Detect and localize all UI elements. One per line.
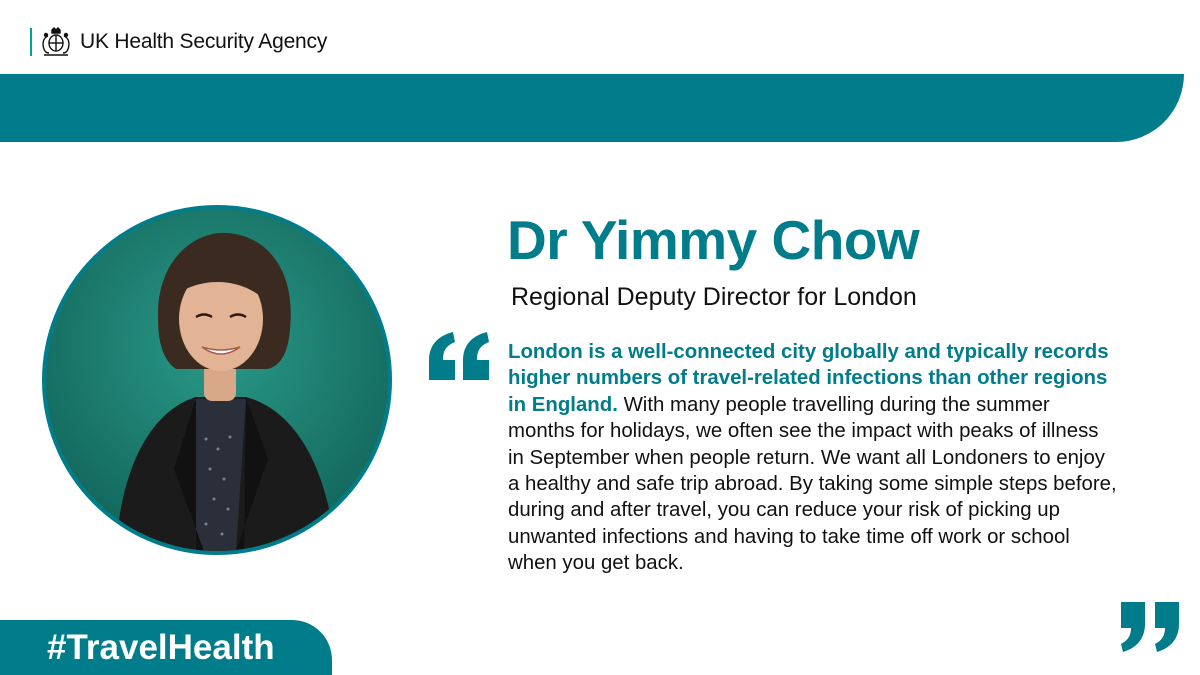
royal-crest-icon	[38, 24, 74, 60]
header	[0, 0, 1200, 74]
open-quote-icon	[425, 310, 495, 400]
quote-text	[508, 339, 1118, 577]
org-name: UK Health Security Agency	[80, 30, 328, 53]
speaker-name: Dr Yimmy Chow	[507, 209, 920, 271]
header-banner	[0, 74, 1184, 142]
speaker-role: Regional Deputy Director for London	[511, 283, 917, 311]
hashtag-label[interactable]: #TravelHealth	[47, 628, 275, 667]
brand-accent-bar	[30, 28, 32, 56]
quote-body: With many people travelling during the summer months for holidays, we often see the impact with peaks of illness in September when people return. We want all Londoners to enjoy a healthy and safe trip abroad. By taking some simple steps before, during and after travel, you can reduce your risk of picking up unwanted infections and having to take time off work or school when you get back.	[508, 393, 1117, 575]
close-quote-icon	[1115, 598, 1185, 658]
portrait-photo	[42, 205, 392, 555]
quote-highlight: London is a well-connected city globally and typically records higher numbers of travel-related infections than other regions in England.	[508, 341, 1109, 416]
